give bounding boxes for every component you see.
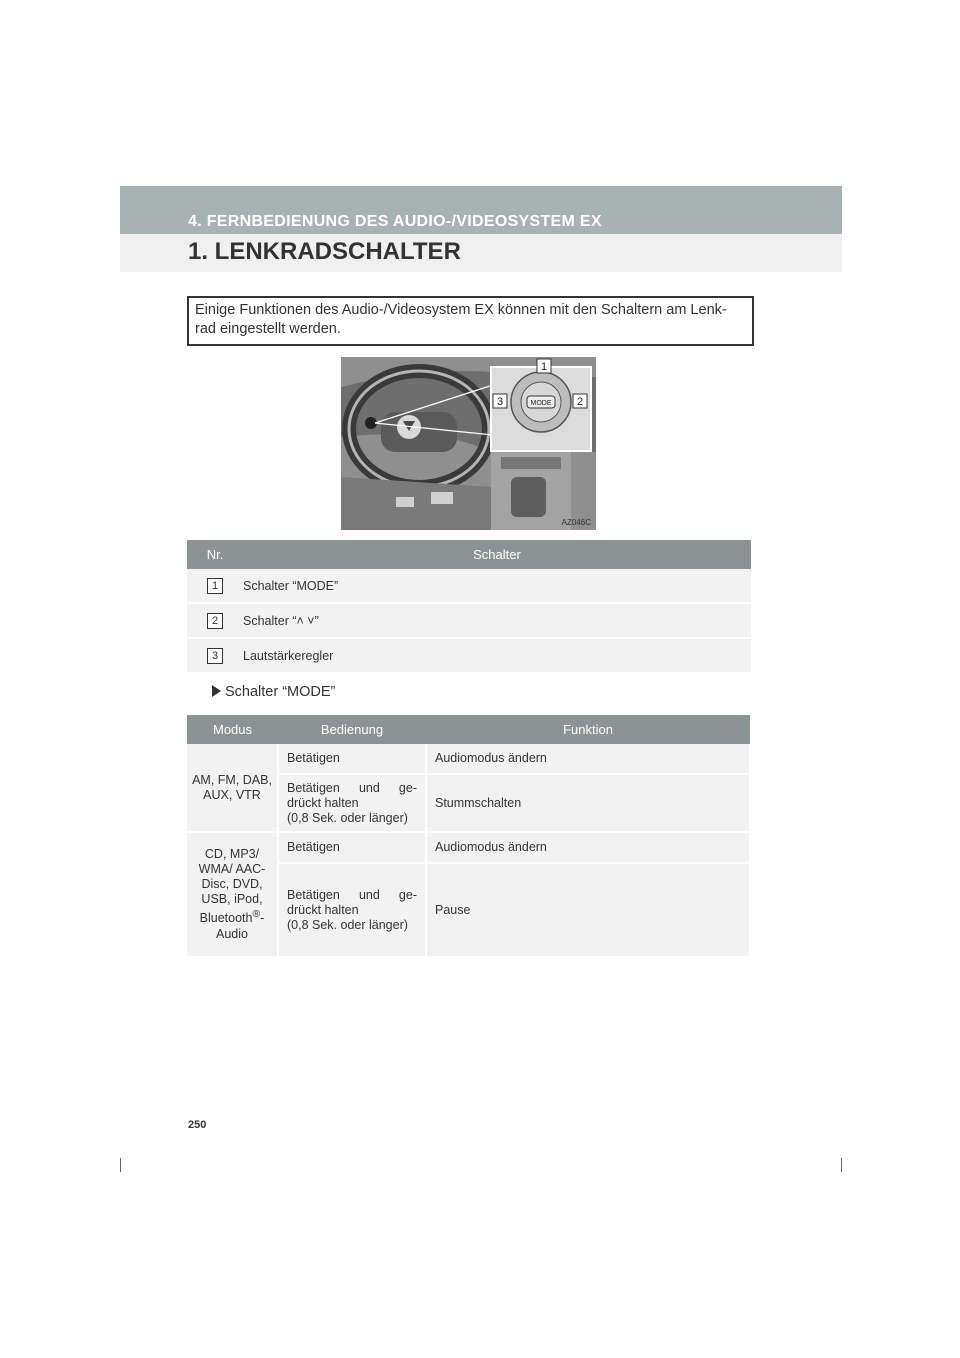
funktion-cell: Pause	[426, 863, 750, 957]
callout-2: 2	[576, 396, 584, 408]
figure-code: AZ046C	[561, 518, 591, 527]
header-funktion: Funktion	[426, 715, 750, 744]
funktion-cell: Stummschalten	[426, 774, 750, 832]
number-badge: 2	[207, 613, 223, 629]
page-number: 250	[188, 1119, 207, 1131]
table-row	[187, 569, 751, 603]
number-badge: 1	[207, 578, 223, 594]
mode-button-text: MODE	[530, 400, 552, 407]
switch-table	[187, 540, 751, 674]
crop-mark	[120, 1158, 121, 1172]
steering-wheel-illustration	[341, 357, 596, 530]
header-bedienung: Bedienung	[278, 715, 426, 744]
crop-mark	[841, 1158, 842, 1172]
number-badge: 3	[207, 648, 223, 664]
modus-cell: AM, FM, DAB, AUX, VTR	[187, 744, 278, 832]
table-row	[187, 638, 751, 673]
triangle-bullet-icon	[212, 685, 221, 697]
bedienung-cell: Betätigen	[278, 744, 426, 774]
switch-label: Schalter “MODE”	[243, 569, 751, 603]
mode-table	[187, 715, 751, 958]
funktion-cell: Audiomodus ändern	[426, 744, 750, 774]
bedienung-cell: Betätigen und ge- drückt halten (0,8 Sek. oder länger)	[278, 774, 426, 832]
switch-label: Lautstärkeregler	[243, 638, 751, 673]
bedienung-cell: Betätigen und ge- drückt halten (0,8 Sek. oder länger)	[278, 863, 426, 957]
page-title: 1. LENKRADSCHALTER	[188, 238, 461, 265]
subheading	[212, 684, 335, 700]
funktion-cell: Audiomodus ändern	[426, 832, 750, 863]
callout-3: 3	[496, 396, 504, 408]
page-title-band	[120, 234, 842, 272]
intro-box: Einige Funktionen des Audio-/Videosystem EX können mit den Schaltern am Lenk-rad eingestellt werden.	[187, 296, 754, 346]
table-row	[187, 832, 750, 863]
header-modus: Modus	[187, 715, 278, 744]
callout-1: 1	[540, 361, 548, 373]
section-title: 4. FERNBEDIENUNG DES AUDIO-/VIDEOSYSTEM EX	[188, 213, 602, 230]
modus-cell: CD, MP3/ WMA/ AAC-Disc, DVD, USB, iPod, Bluetooth®- Audio	[187, 832, 278, 957]
bedienung-cell: Betätigen	[278, 832, 426, 863]
header-schalter: Schalter	[243, 540, 751, 569]
header-nr: Nr.	[187, 540, 243, 569]
section-header	[120, 186, 842, 234]
switch-label: Schalter “˄ ˅”	[243, 603, 751, 638]
table-row	[187, 744, 750, 774]
table-row	[187, 603, 751, 638]
subheading-text: Schalter “MODE”	[225, 684, 336, 700]
